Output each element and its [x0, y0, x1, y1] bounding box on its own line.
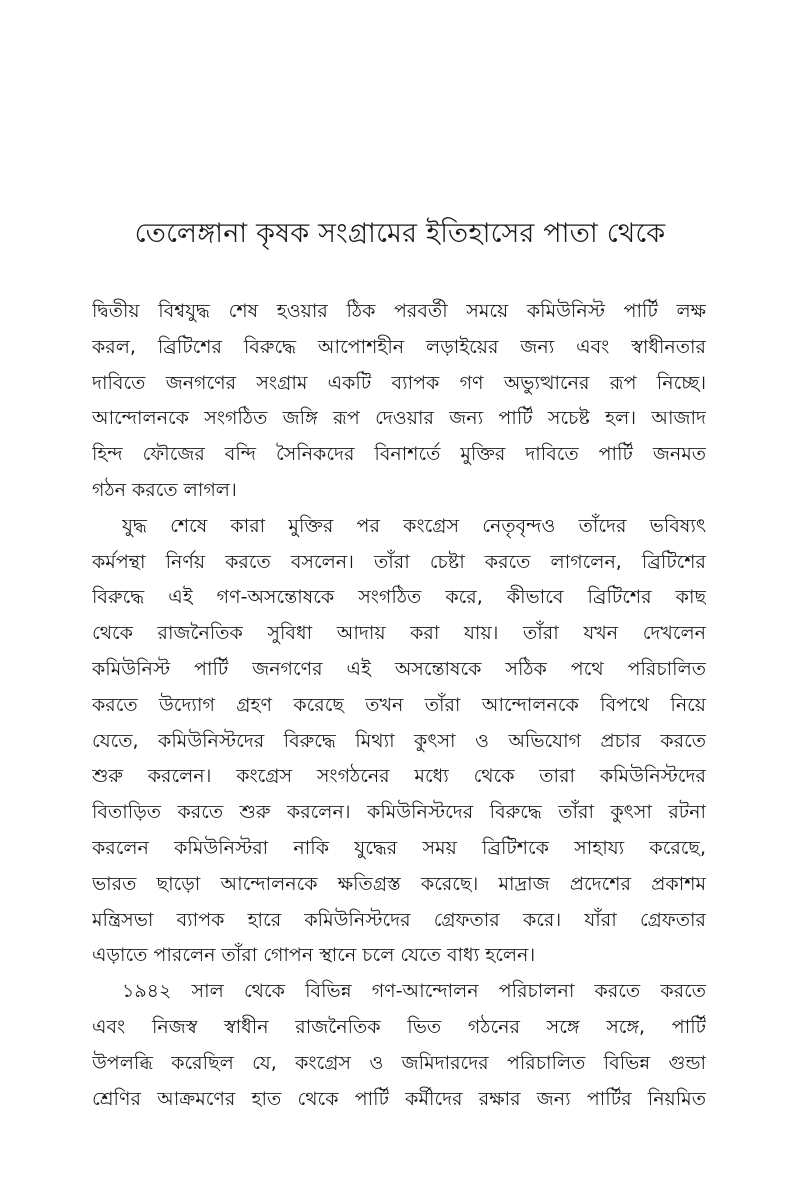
text-line: এবং নিজস্ব স্বাধীন রাজনৈতিক ভিত গঠনের সঙ্গে সঙ্গে, পার্টি	[92, 1015, 706, 1038]
text-line: বিরুদ্ধে এই গণ-অসন্তোষকে সংগঠিত করে, কীভাবে ব্রিটিশের কাছ	[92, 586, 706, 609]
text-line: বিতাড়িত করতে শুরু করলেন। কমিউনিস্টদের বিরুদ্ধে তাঁরা কুৎসা রটনা	[92, 801, 706, 824]
chapter-title: তেলেঙ্গানা কৃষক সংগ্রামের ইতিহাসের পাতা থেকে	[134, 218, 666, 249]
text-line: কমিউনিস্ট পার্টি জনগণের এই অসন্তোষকে সঠিক পথে পরিচালিত	[92, 657, 706, 680]
paragraph-1	[92, 294, 706, 509]
text-line: যেতে, কমিউনিস্টদের বিরুদ্ধে মিথ্যা কুৎসা ও অভিযোগ প্রচার করতে	[92, 729, 706, 752]
body-text	[92, 294, 706, 1117]
text-line: দাবিতে জনগণের সংগ্রাম একটি ব্যাপক গণ অভ্যুত্থানের রূপ নিচ্ছে।	[92, 371, 706, 394]
text-line: কর্মপন্থা নির্ণয় করতে বসলেন। তাঁরা চেষ্টা করতে লাগলেন, ব্রিটিশের	[92, 550, 706, 573]
paragraph-3	[92, 974, 706, 1117]
text-line: করলেন কমিউনিস্টরা নাকি যুদ্ধের সময় ব্রিটিশকে সাহায্য করেছে,	[92, 836, 706, 859]
paragraph-2	[92, 509, 706, 974]
text-line: করল, ব্রিটিশের বিরুদ্ধে আপোশহীন লড়াইয়ের জন্য এবং স্বাধীনতার	[92, 335, 706, 358]
text-line: উপলব্ধি করেছিল যে, কংগ্রেস ও জমিদারদের পরিচালিত বিভিন্ন গুন্ডা	[92, 1051, 706, 1074]
text-line: থেকে রাজনৈতিক সুবিধা আদায় করা যায়। তাঁরা যখন দেখলেন	[92, 622, 706, 645]
text-line: যুদ্ধ শেষে কারা মুক্তির পর কংগ্রেস নেতৃবৃন্দও তাঁদের ভবিষ্যৎ	[122, 514, 706, 537]
text-line: হিন্দ ফৌজের বন্দি সৈনিকদের বিনাশর্তে মুক্তির দাবিতে পার্টি জনমত	[92, 443, 706, 466]
text-line: মন্ত্রিসভা ব্যাপক হারে কমিউনিস্টদের গ্রেফতার করে। যাঁরা গ্রেফতার	[92, 908, 706, 931]
text-line: করতে উদ্যোগ গ্রহণ করেছে তখন তাঁরা আন্দোলনকে বিপথে নিয়ে	[92, 693, 706, 716]
text-line: শ্রেণির আক্রমণের হাত থেকে পার্টি কর্মীদের রক্ষার জন্য পার্টির নিয়মিত	[92, 1087, 706, 1110]
text-line: গঠন করতে লাগল।	[92, 478, 237, 501]
text-line: দ্বিতীয় বিশ্বযুদ্ধ শেষ হওয়ার ঠিক পরবর্তী সময়ে কমিউনিস্ট পার্টি লক্ষ	[92, 300, 706, 322]
text-line: এড়াতে পারলেন তাঁরা গোপন স্থানে চলে যেতে বাধ্য হলেন।	[92, 944, 536, 967]
text-line: ভারত ছাড়ো আন্দোলনকে ক্ষতিগ্রস্ত করেছে। মাদ্রাজ প্রদেশের প্রকাশম	[92, 872, 706, 895]
text-line: শুরু করলেন। কংগ্রেস সংগঠনের মধ্যে থেকে তারা কমিউনিস্টদের	[92, 765, 706, 788]
text-line: আন্দোলনকে সংগঠিত জঙ্গি রূপ দেওয়ার জন্য পার্টি সচেষ্ট হল। আজাদ	[92, 407, 706, 430]
text-line: ১৯৪২ সাল থেকে বিভিন্ন গণ-আন্দোলন পরিচালনা করতে করতে	[122, 980, 706, 1003]
